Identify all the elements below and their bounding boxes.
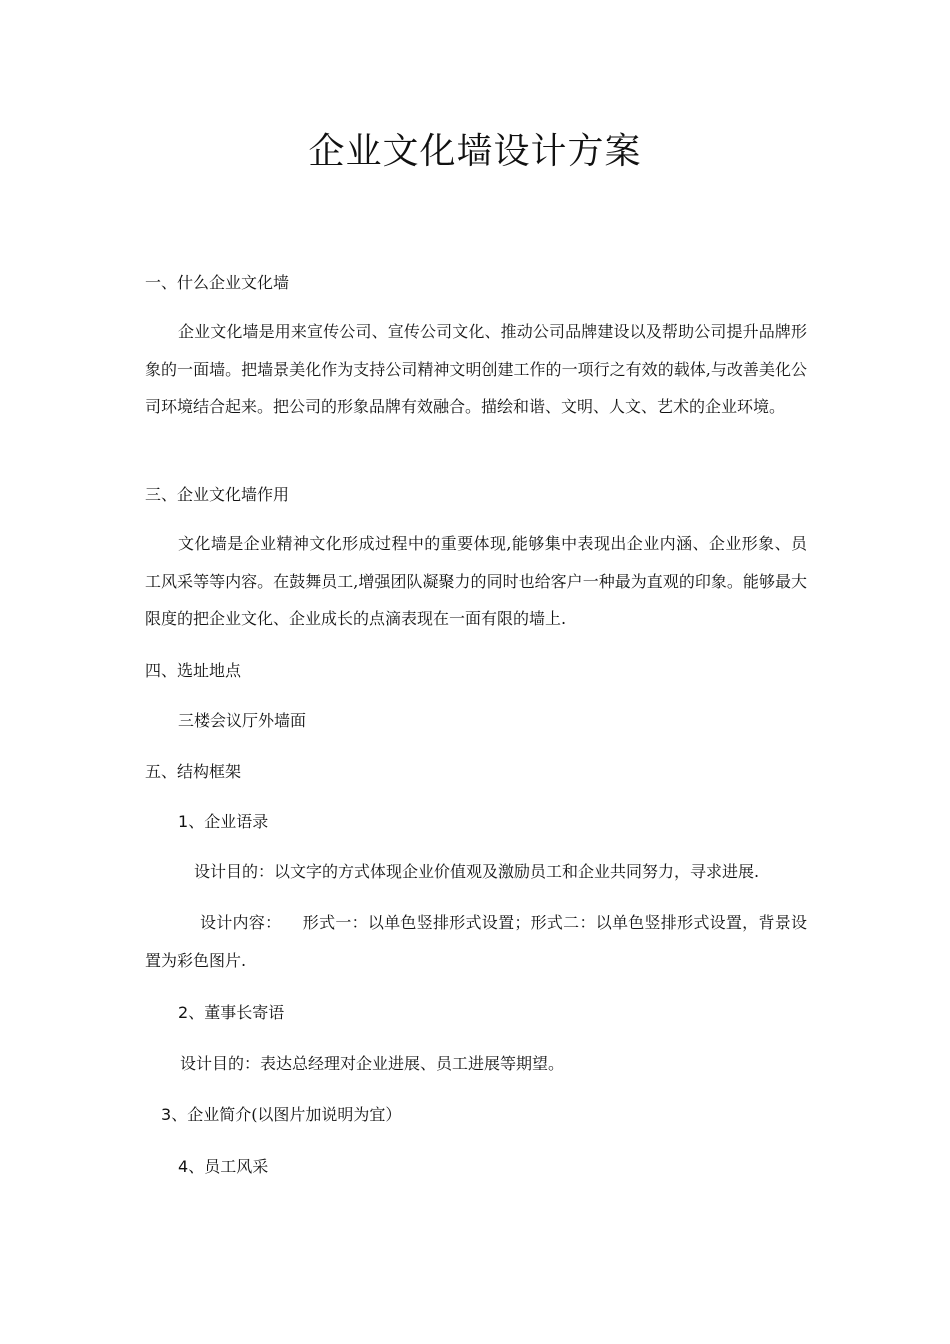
structure-item-1-content: 设计内容： 形式一：以单色竖排形式设置；形式二：以单色竖排形式设置，背景设置为彩色图片. [145, 913, 807, 970]
structure-item-number: 2 [178, 1003, 189, 1022]
structure-item-3 [161, 1103, 401, 1127]
section-body-what: 企业文化墙是用来宣传公司、宣传公司文化、推动公司品牌建设以及帮助公司提升品牌形象的一面墙。把墙景美化作为支持公司精神文明创建工作的一项行之有效的载体,与改善美化公司环境结合起来。把公司的形象品牌有效融合。描绘和谐、文明、人文、艺术的企业环境。 [145, 322, 807, 416]
section-heading-structure: 五、结构框架 [145, 762, 242, 781]
structure-item-number: 3 [161, 1105, 172, 1124]
section-body-location: 三楼会议厅外墙面 [178, 711, 307, 730]
structure-item-4 [178, 1155, 268, 1179]
structure-item-label: 、员工风采 [188, 1157, 269, 1176]
structure-item-number: 1 [178, 812, 189, 831]
structure-item-1-purpose: 设计目的：以文字的方式体现企业价值观及激励员工和企业共同努力，寻求进展. [194, 862, 760, 881]
section-heading-function: 三、企业文化墙作用 [145, 485, 290, 504]
structure-item-1 [178, 810, 268, 834]
document-title: 企业文化墙设计方案 [308, 131, 642, 172]
structure-item-label: 、企业简介(以图片加说明为宜） [171, 1105, 402, 1124]
structure-item-label: 、企业语录 [188, 812, 269, 831]
section-heading-location: 四、选址地点 [145, 661, 242, 680]
structure-item-number: 4 [178, 1157, 189, 1176]
structure-item-label: 、董事长寄语 [188, 1003, 285, 1022]
section-body-function: 文化墙是企业精神文化形成过程中的重要体现,能够集中表现出企业内涵、企业形象、员工风采等等内容。在鼓舞员工,增强团队凝聚力的同时也给客户一种最为直观的印象。能够最大限度的把企业文化、企业成长的点滴表现在一面有限的墙上. [145, 534, 807, 628]
structure-item-2-purpose: 设计目的：表达总经理对企业进展、员工进展等期望。 [180, 1054, 565, 1073]
section-heading-what: 一、什么企业文化墙 [145, 273, 290, 292]
structure-item-2 [178, 1001, 284, 1025]
